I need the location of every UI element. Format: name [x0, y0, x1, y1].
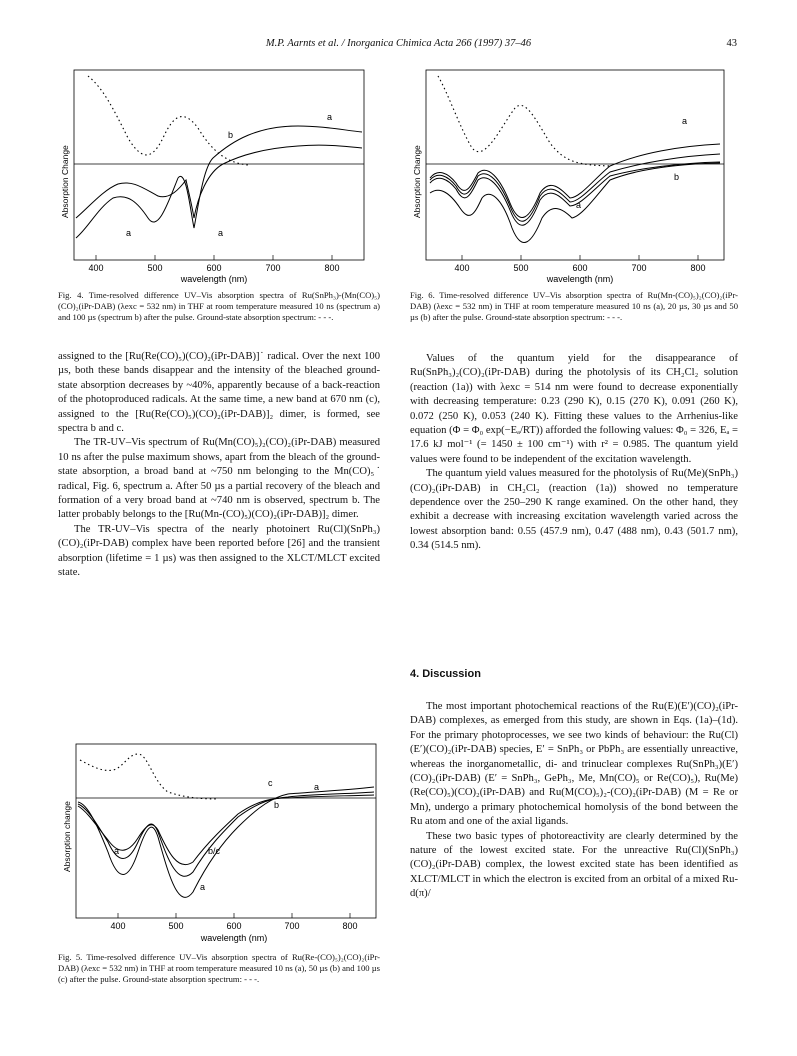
- fig4-label-a-left: a: [126, 228, 132, 238]
- fig4-label-a-top: a: [327, 112, 333, 122]
- figure-4: [58, 68, 368, 288]
- fig6-tick: 600: [572, 263, 588, 273]
- left-column: [58, 350, 380, 581]
- fig5-tick: 400: [110, 921, 126, 931]
- fig5-xlabel: wavelength (nm): [200, 933, 268, 943]
- left-paragraph-2: The TR-UV–Vis spectrum of Ru(Mn(CO)₅)₂(CO)₂(iPr-DAB) measured 10 ns after the pulse maximum shows, apart from the bleach of the ground-state absorption, a broad band at ~750 nm belonging to the Mn(CO)₅˙ radical, Fig. 6, spectrum a. After 50 µs a partial recovery of the bleach and formation of a very broad band at ~740 nm is observed, spectrum b. The latter probably belongs to the [Ru(Mn-(CO)₅)(CO)₂(iPr-DAB)]₂ dimer.: [58, 437, 380, 521]
- right-paragraph-3: The most important photochemical reactions of the Ru(E)(E′)(CO)₂(iPr-DAB) complexes, as emerged from this study, are shown in Eqs. (1a)–(1d). For the primary photoprocesses, we see two kinds of behaviour: the Ru(Cl)(E′)(CO)₂(iPr-DAB) species, E′ = SnPh₃ or PbPh₃ are essentially unreactive, whereas the inorganometallic, di- and trinuclear complexes Ru(SnPh₃)(E′)(CO)₂(iPr-DAB) (E′ = SnPh₃, GePh₃, Me, Mn(CO)₅ or Re(CO)₅), Ru(Me)(Re(CO)₅)(CO)₂(iPr-DAB) and Ru(M(CO)₅)₂-(CO)₂(iPr-DAB) (M = Re or Mn), undergo a primary photochemical homolysis of the bond between the Ru atom and one of the axial ligands.: [410, 701, 738, 828]
- fig5-ylabel: Absorption change: [62, 801, 72, 872]
- figure-6: [410, 68, 730, 288]
- figure-4-caption: Fig. 4. Time-resolved difference UV–Vis absorption spectra of Ru(SnPh₃)-(Mn(CO)₅)(CO)₂(iPr-DAB) (λexc = 532 nm) in THF at room temperature measured 10 ns (spectrum a) and 100 µs (spectrum b) after the pulse. Ground-state absorption spectrum: - - -.: [58, 290, 380, 322]
- right-paragraph-1: Values of the quantum yield for the disappearance of Ru(SnPh₃)₂(CO)₂(iPr-DAB) during the photolysis of its CH₂Cl₂ solution (reaction (1a)) with λexc = 514 nm were found to decrease exponentially with decreasing temperature: 0.23 (290 K), 0.15 (270 K), 0.091 (260 K), 0.072 (250 K), 0.053 (240 K). Fitting these values to the Arrhenius-like equation (Φ = Φ₀ exp(−Eₐ/RT)) afforded the following values: Φ₀ = 326, Eₐ = 17.6 kJ mol⁻¹ (= 1450 ± 100 cm⁻¹) with r² = 0.985. The quantum yield values were found to be independent of the excitation wavelength.: [410, 353, 738, 465]
- fig4-tick: 800: [324, 263, 340, 273]
- fig6-tick: 700: [631, 263, 647, 273]
- fig6-xlabel: wavelength (nm): [546, 274, 614, 284]
- figure-5-caption: Fig. 5. Time-resolved difference UV–Vis absorption spectra of Ru(Re-(CO)₅)₂(CO)₂(iPr-DAB) (λexc = 532 nm) in THF at room temperature measured 10 ns (a), 50 µs (b) and 100 µs (c) after the pulse. Ground-state absorption spectrum: - - -.: [58, 952, 380, 984]
- fig4-label-a-mid: a: [218, 228, 224, 238]
- fig5-tick: 700: [284, 921, 300, 931]
- running-header: [0, 38, 797, 52]
- fig6-tick: 500: [513, 263, 529, 273]
- fig4-xlabel: wavelength (nm): [180, 274, 248, 284]
- section-heading-discussion: 4. Discussion: [410, 668, 481, 680]
- fig5-tick: 600: [226, 921, 242, 931]
- right-paragraph-4: These two basic types of photoreactivity are clearly determined by the nature of the lowest excited state. For the unreactive Ru(Cl)(SnPh₃)(CO)₂(iPr-DAB) complex, the lowest excited state has been identified as XLCT/MLCT in which the electron is excited from an orbital of a mixed Ru-d(π)/: [410, 830, 738, 900]
- fig5-label-bc: b/c: [208, 846, 221, 856]
- fig5-label-c: c: [268, 778, 273, 788]
- fig6-ylabel: Absorption Change: [412, 145, 422, 218]
- left-paragraph-3: The TR-UV–Vis spectra of the nearly photoinert Ru(Cl)(SnPh₃)(CO)₂(iPr-DAB) complex have been reported before [26] and the transient absorption (lifetime = 1 µs) was then assigned to the XLCT/MLCT excited state.: [58, 523, 380, 579]
- fig4-tick: 500: [147, 263, 163, 273]
- figure-4-plot: [58, 68, 368, 288]
- fig6-tick: 400: [454, 263, 470, 273]
- fig4-tick: 700: [265, 263, 281, 273]
- fig5-label-b: b: [274, 800, 280, 810]
- right-column-discussion: [410, 700, 738, 902]
- fig4-label-b: b: [228, 130, 234, 140]
- right-column: [410, 352, 738, 554]
- fig5-tick: 500: [168, 921, 184, 931]
- fig6-label-a-top: a: [682, 116, 688, 126]
- fig5-tick: 800: [342, 921, 358, 931]
- fig6-tick: 800: [690, 263, 706, 273]
- fig5-label-a-top: a: [314, 782, 320, 792]
- running-title: M.P. Aarnts et al. / Inorganica Chimica Acta 266 (1997) 37–46: [265, 38, 532, 49]
- figure-6-caption: Fig. 6. Time-resolved difference UV–Vis absorption spectra of Ru(Mn-(CO)₅)₂(CO)₂(iPr-DAB) (λexc = 532 nm) in THF at room temperature measured 10 ns (a), 20 µs, 30 µs and 50 µs (b) after the pulse. Ground-state absorption spectrum: - - -.: [410, 290, 738, 322]
- fig6-label-b: b: [674, 172, 680, 182]
- figure-6-plot: [410, 68, 730, 288]
- fig4-tick: 600: [206, 263, 222, 273]
- fig4-tick: 400: [88, 263, 104, 273]
- fig6-label-a-bottom: a: [576, 200, 582, 210]
- left-paragraph-1: assigned to the [Ru(Re(CO)₅)(CO)₂(iPr-DAB)]˙ radical. Over the next 100 µs, both these bands disappear and the intensity of the bleached ground-state absorption decreases by ~40%, apparently because of a back-reaction of the photoproduced radicals. At the same time, a new band at 670 nm (c), assigned to the [Ru(Re(CO)₅)(CO)₂(iPr-DAB)]₂ dimer, is formed, see spectra b and c.: [58, 351, 380, 435]
- fig5-label-a-left: a: [114, 846, 120, 856]
- fig4-ylabel: Absorption Change: [60, 145, 70, 218]
- right-paragraph-2: The quantum yield values measured for the photolysis of Ru(Me)(SnPh₃)(CO)₂(iPr-DAB) in CH₂Cl₂ (reaction (1a)) showed no temperature dependence over the 250–290 K range examined. On the other hand, they exhibit a decrease with increasing excitation wavelength varied across the lowest absorption band: 0.55 (457.9 nm), 0.47 (488 nm), 0.43 (501.7 nm), 0.34 (514.5 nm).: [410, 468, 738, 552]
- figure-5-plot: [58, 742, 380, 952]
- page-number: 43: [726, 38, 737, 49]
- figure-5: [58, 742, 380, 952]
- fig5-label-a-bottom: a: [200, 882, 206, 892]
